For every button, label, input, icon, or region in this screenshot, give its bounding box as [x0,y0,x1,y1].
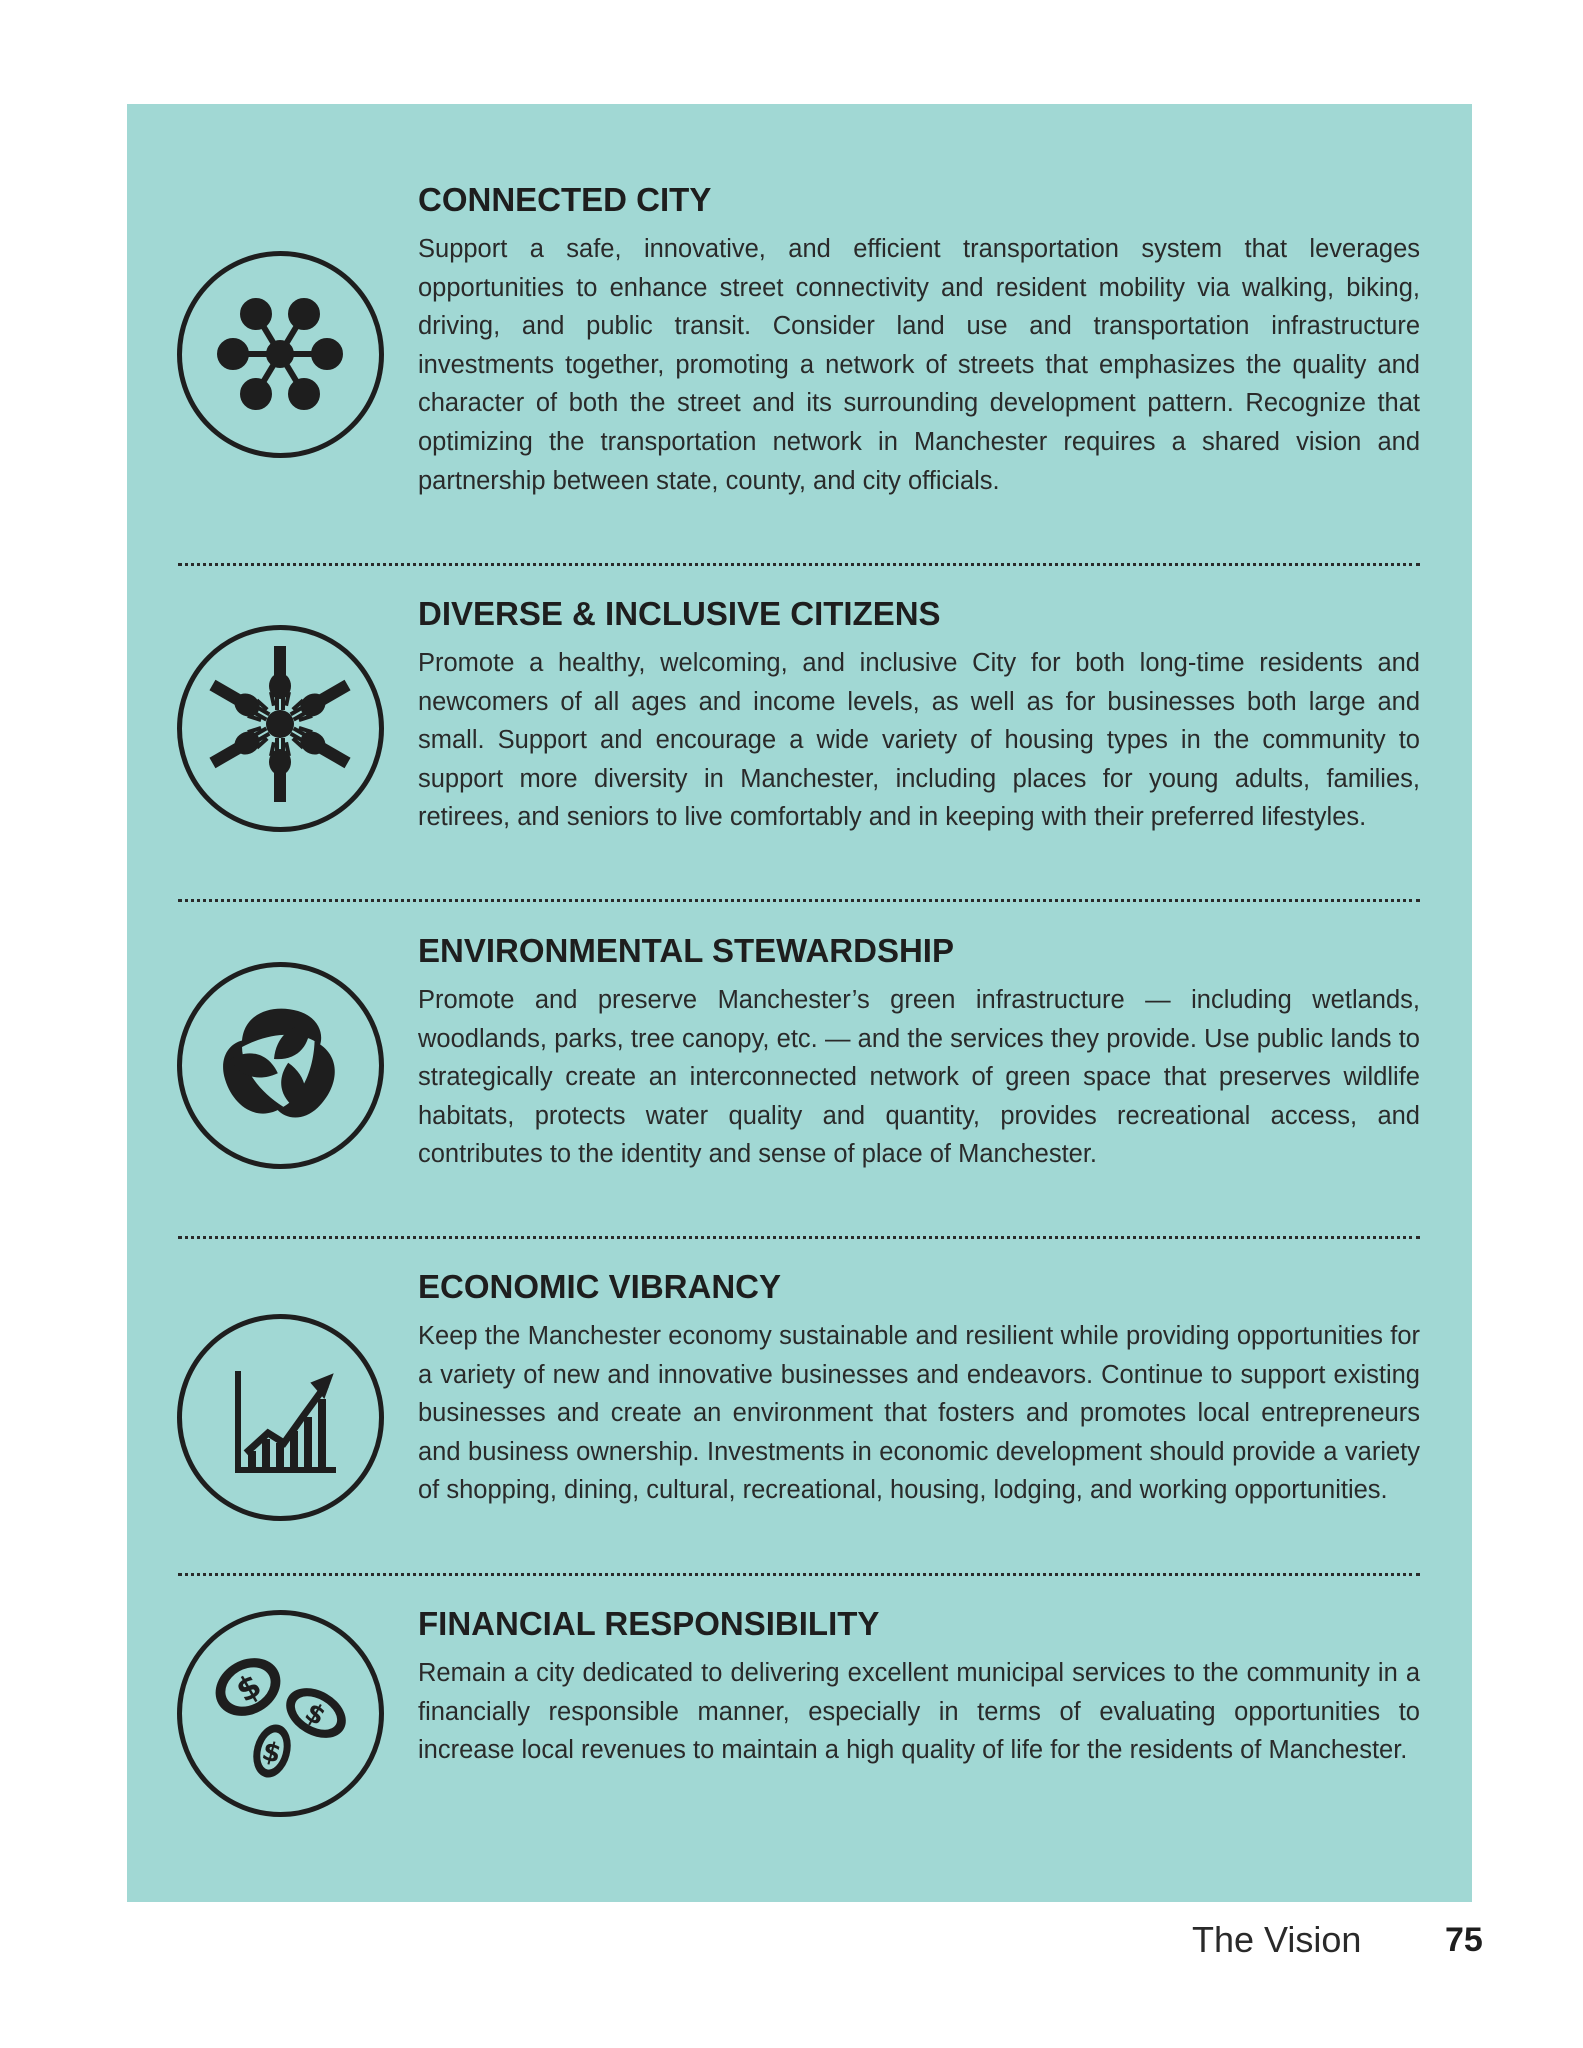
section-body-financial-responsibility: Remain a city dedicated to delivering excellent municipal services to the community in a financially responsible manner, especially in terms of evaluating opportunities to increase local revenues to maintain a high quality of life for the residents of Manchester. [418,1659,1420,1765]
section-heading-financial-responsibility: FINANCIAL RESPONSIBILITY [418,1605,880,1642]
section-heading-environmental-stewardship: ENVIRONMENTAL STEWARDSHIP [418,932,954,969]
joined-hands-icon [176,624,385,833]
section-body-diverse-inclusive: Promote a healthy, welcoming, and inclusive City for both long-time residents and newcomers of all ages and income levels, as well as for businesses both large and small. Support and encourage a wide variety of housing types in the community to support more diversity in Manchester, including places for young adults, families, retirees, and seniors to live comfortably and in keeping with their preferred lifestyles. [418,649,1420,832]
network-hub-icon [176,250,385,459]
section-divider [178,1573,1420,1576]
section-divider [178,563,1420,566]
section-divider [178,899,1420,902]
vision-panel [127,104,1472,1902]
dollar-coins-icon [176,1609,385,1818]
section-divider [178,1236,1420,1239]
footer-section-title: The Vision [1192,1919,1362,1960]
growth-chart-icon [176,1313,385,1522]
section-body-economic-vibrancy: Keep the Manchester economy sustainable and resilient while providing opportunities for a variety of new and innovative businesses and endeavors. Continue to support existing businesses and create an environment that fosters and promotes local entrepreneurs and business ownership. Investments in economic development should provide a variety of shopping, dining, cultural, recreational, housing, lodging, and working opportunities. [418,1322,1420,1505]
svg-text:$: $ [229,1665,268,1710]
section-heading-economic-vibrancy: ECONOMIC VIBRANCY [418,1268,782,1305]
section-heading-connected-city: CONNECTED CITY [418,181,712,218]
section-heading-diverse-inclusive: DIVERSE & INCLUSIVE CITIZENS [418,595,941,632]
three-leaves-icon [176,961,385,1170]
page-number: 75 [1445,1921,1483,1959]
svg-text:$: $ [258,1736,285,1770]
svg-text:$: $ [299,1697,331,1733]
section-body-connected-city: Support a safe, innovative, and efficient transportation system that leverages opportunities to enhance street connectivity and resident mobility via walking, biking, driving, and public transit. Consider land use and transportation infrastructure investments together, promoting a network of streets that emphasizes the quality and character of both the street and its surrounding development pattern. Recognize that optimizing the transportation network in Manchester requires a shared vision and partnership between state, county, and city officials. [418,235,1420,495]
section-body-environmental-stewardship: Promote and preserve Manchester’s green infrastructure — including wetlands, woodlands, parks, tree canopy, etc. — and the services they provide. Use public lands to strategically create an interconnected network of green space that preserves wildlife habitats, protects water quality and quantity, provides recreational access, and contributes to the identity and sense of place of Manchester. [418,986,1420,1169]
